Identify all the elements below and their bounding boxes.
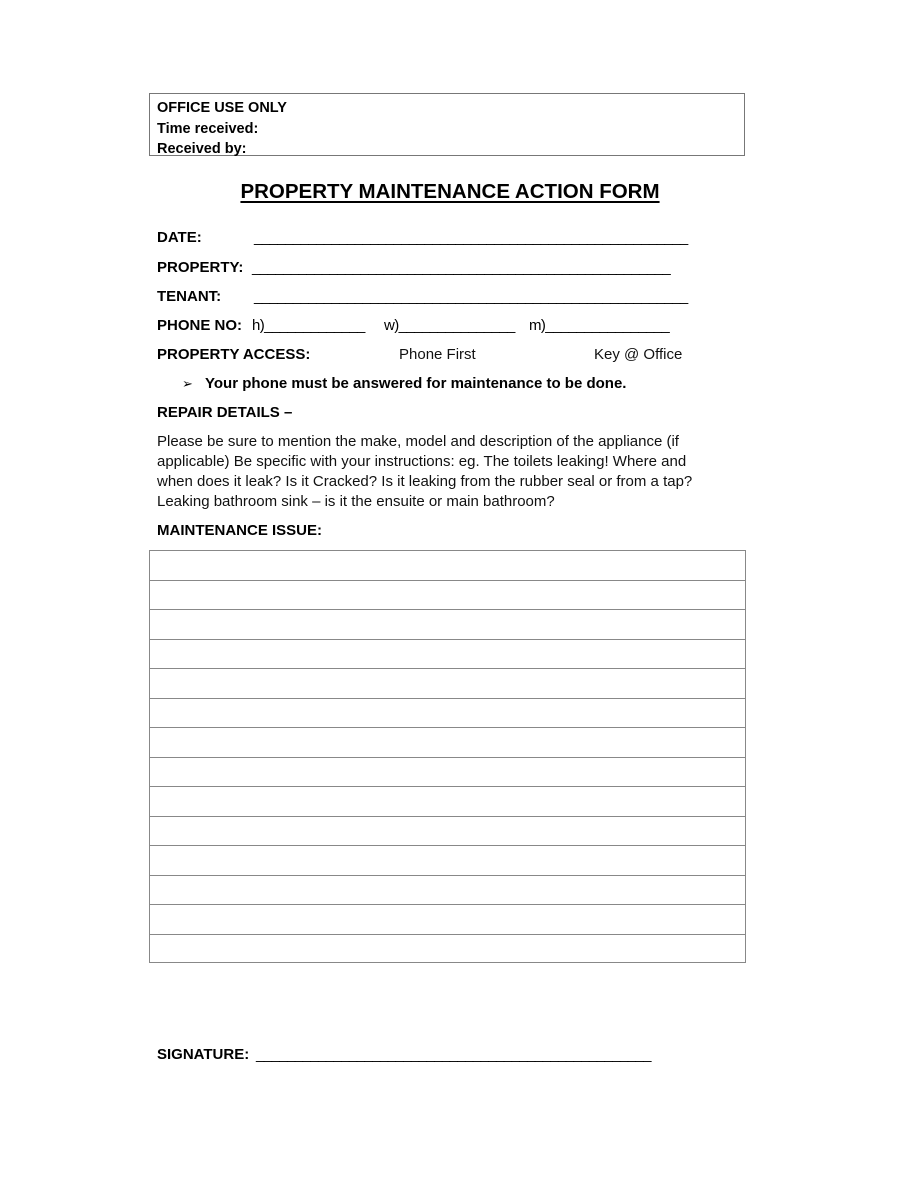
issue-row[interactable]	[150, 610, 745, 640]
phone-work-field[interactable]: w)_______________	[384, 317, 515, 334]
office-use-heading: OFFICE USE ONLY	[157, 100, 287, 116]
access-option-phone-first[interactable]: Phone First	[399, 346, 476, 363]
repair-details-heading: REPAIR DETAILS –	[157, 404, 293, 421]
repair-details-instructions	[157, 432, 757, 512]
arrow-bullet-icon: ➢	[182, 376, 193, 391]
date-label: DATE:	[157, 229, 202, 246]
issue-row[interactable]	[150, 669, 745, 699]
issue-row[interactable]	[150, 905, 745, 935]
maintenance-issue-table	[149, 550, 746, 963]
issue-row[interactable]	[150, 640, 745, 670]
date-field[interactable]: ________________________________________________________	[254, 229, 688, 246]
office-use-box	[149, 93, 745, 156]
phone-mobile-field[interactable]: m)________________	[529, 317, 670, 334]
issue-row[interactable]	[150, 876, 745, 906]
tenant-field[interactable]: ________________________________________________________	[254, 288, 688, 305]
issue-row[interactable]	[150, 551, 745, 581]
signature-field[interactable]: ___________________________________________________	[256, 1046, 651, 1063]
issue-row[interactable]	[150, 728, 745, 758]
instruction-line: when does it leak? Is it Cracked? Is it leaking from the rubber seal or from a tap?	[157, 473, 693, 490]
signature-label: SIGNATURE:	[157, 1046, 250, 1063]
form-title-wrapper	[0, 180, 900, 204]
phone-label: PHONE NO:	[157, 317, 243, 334]
issue-row[interactable]	[150, 699, 745, 729]
issue-row[interactable]	[150, 817, 745, 847]
tenant-label: TENANT:	[157, 288, 222, 305]
property-access-label: PROPERTY ACCESS:	[157, 346, 311, 363]
property-field[interactable]: ______________________________________________________	[252, 259, 671, 276]
received-by-label: Received by:	[157, 141, 247, 157]
property-label: PROPERTY:	[157, 259, 244, 276]
time-received-label: Time received:	[157, 120, 259, 137]
instruction-line: Please be sure to mention the make, model and description of the appliance (if	[157, 433, 679, 450]
issue-row[interactable]	[150, 787, 745, 817]
issue-row[interactable]	[150, 758, 745, 788]
maintenance-issue-heading: MAINTENANCE ISSUE:	[157, 522, 323, 539]
issue-row[interactable]	[150, 846, 745, 876]
instruction-line: Leaking bathroom sink – is it the ensuite or main bathroom?	[157, 493, 555, 510]
phone-note: Your phone must be answered for maintenance to be done.	[205, 375, 627, 392]
form-title: PROPERTY MAINTENANCE ACTION FORM	[240, 180, 660, 203]
instruction-line: applicable) Be specific with your instructions: eg. The toilets leaking! Where and	[157, 453, 687, 470]
issue-row[interactable]	[150, 935, 745, 965]
issue-row[interactable]	[150, 581, 745, 611]
access-option-key-at-office[interactable]: Key @ Office	[594, 346, 683, 363]
phone-home-field[interactable]: h)_____________	[252, 317, 365, 334]
